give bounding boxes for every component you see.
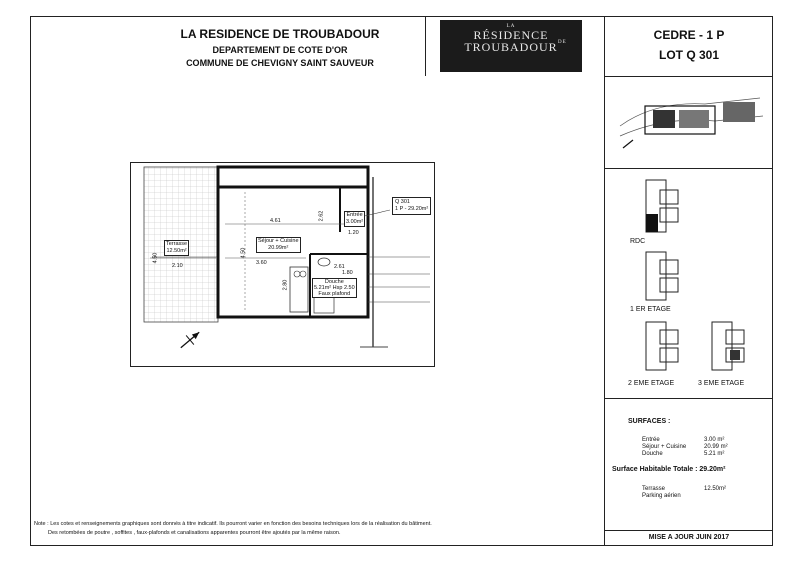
dim-2-61: 2.61	[334, 264, 345, 270]
terrasse-plan-area: 12.50m²	[166, 248, 187, 254]
surface-row-entree-label: Entrée	[642, 437, 660, 443]
lot-number: LOT Q 301	[658, 48, 720, 62]
surface-row-sejour-label: Séjour + Cuisine	[642, 444, 687, 450]
q301-tag-line2: 1 P - 29.20m²	[395, 206, 429, 212]
surface-row-douche-label: Douche	[642, 451, 663, 457]
surfaces-bottom-line	[604, 530, 773, 531]
logo-troubadour: TROUBADOUR	[464, 40, 558, 54]
entree-area: 3.00m²	[346, 219, 364, 225]
sejour-area: 20.99m²	[268, 245, 289, 251]
terrasse-plan-name: Terrasse	[166, 241, 188, 247]
floor-key-2	[638, 320, 688, 374]
dim-4-50: 4.50	[240, 247, 247, 259]
dim-4-61: 4.61	[270, 218, 281, 224]
surface-row-entree-value: 3.00 m²	[704, 437, 725, 443]
q301-tag	[392, 197, 431, 215]
parking-label: Parking aérien	[642, 493, 681, 499]
dim-1-20: 1.20	[348, 230, 359, 236]
right-panel-divider	[604, 16, 605, 546]
terrasse-plan-label	[164, 240, 189, 256]
q301-tag-line1: Q 301	[395, 199, 410, 205]
floor-key-1	[638, 250, 688, 304]
entree-name: Entrée	[346, 212, 363, 218]
dim-3-60: 3.60	[256, 260, 267, 266]
floor-label-3: 3 EME ETAGE	[698, 380, 745, 387]
douche-area: 5.21m² Hsp 2.50	[314, 285, 355, 291]
dim-4-50-b: 4.50	[152, 252, 159, 264]
update-date: MISE A JOUR JUIN 2017	[648, 534, 730, 541]
sejour-name: Séjour + Cuisine	[258, 238, 299, 244]
surface-total: Surface Habitable Totale : 29.20m²	[612, 466, 726, 473]
douche-label	[312, 278, 357, 298]
logo-residence: RÉSIDENCE	[473, 28, 549, 42]
logo-de: DE	[558, 40, 567, 45]
footer-note-2: Des retombées de poutre , soffites , faux-plafonds et canalisations apparentes pourront être ajoutés par la même raison.	[48, 530, 341, 536]
building-name: CEDRE - 1 P	[653, 28, 725, 42]
header-bottom-line	[604, 76, 773, 77]
mini-map-bottom-line	[604, 168, 773, 169]
douche-name: Douche	[324, 279, 344, 285]
header-divider-left	[425, 16, 426, 76]
entree-label	[344, 211, 365, 227]
project-title: LA RESIDENCE DE TROUBADOUR	[180, 27, 380, 41]
floor-key-rdc	[638, 178, 688, 236]
dim-2-80: 2.80	[282, 279, 289, 291]
douche-note: Faux plafond	[318, 291, 351, 297]
floor-label-1: 1 ER ETAGE	[630, 306, 671, 313]
floor-label-2: 2 EME ETAGE	[628, 380, 675, 387]
surface-row-sejour-value: 20.99 m²	[704, 444, 728, 450]
footer-note-1: Note : Les cotes et renseignements graphiques sont donnés à titre indicatif. Ils pourront varier en fonction des besoins techniques lors de la réalisation du bâtiment.	[34, 521, 432, 527]
logo-la: LA	[506, 24, 516, 29]
site-mini-map	[615, 96, 765, 158]
terrasse-value: 12.50m²	[704, 486, 727, 492]
terrasse-label: Terrasse	[642, 486, 666, 492]
sejour-label	[256, 237, 301, 253]
surfaces-heading: SURFACES :	[628, 418, 671, 425]
dim-2-10: 2.10	[172, 263, 183, 269]
residence-logo	[440, 20, 582, 72]
dim-2-62: 2.62	[318, 210, 325, 222]
floor-label-rdc: RDC	[630, 238, 646, 245]
surface-row-douche-value: 5.21 m²	[704, 451, 725, 457]
dim-1-80: 1.80	[342, 270, 353, 276]
commune-line: COMMUNE DE CHEVIGNY SAINT SAUVEUR	[186, 58, 374, 68]
department-line: DEPARTEMENT DE COTE D'OR	[212, 45, 348, 55]
floors-bottom-line	[604, 398, 773, 399]
floor-key-3	[704, 320, 754, 374]
